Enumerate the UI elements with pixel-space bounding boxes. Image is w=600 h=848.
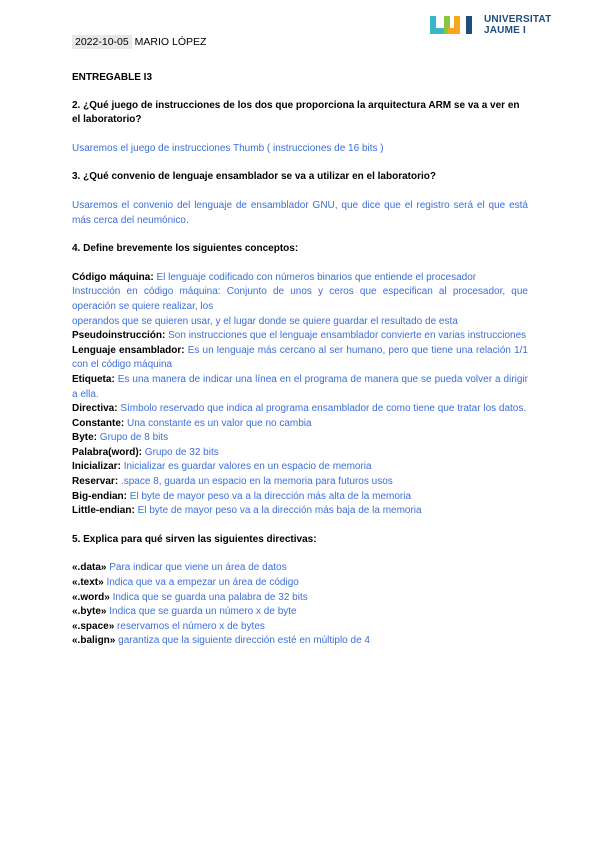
q2-answer: Usaremos el juego de instrucciones Thumb ( instrucciones de 16 bits ) [72, 142, 384, 154]
definition: .space 8, guarda un espacio en la memoria para futuros usos [120, 476, 393, 488]
definition: Indica que se guarda un número x de byte [109, 606, 297, 618]
definition: Grupo de 32 bits [144, 446, 219, 458]
term: «.word» [72, 591, 110, 603]
document-title: ENTREGABLE I3 [72, 72, 153, 83]
definition: reservamos el número x de bytes [117, 620, 265, 632]
q5-question: 5. Explica para qué sirven las siguientes directivas: [72, 533, 317, 545]
term: Palabra(word): [72, 446, 143, 458]
definition: Una constante es un valor que no cambia [127, 417, 312, 429]
definition: garantiza que la siguiente dirección esté en múltiplo de 4 [118, 635, 370, 647]
definition: Símbolo reservado que indica al programa ensamblador de como tiene que tratar los datos. [120, 403, 527, 415]
list-item [72, 490, 528, 505]
term: «.balign» [72, 635, 116, 647]
concept-extra: Instrucción en código máquina: Conjunto de unos y ceros que especifican al procesador, que operación se quiere realizar, los [72, 286, 528, 312]
concept-item: Código máquina: El lenguaje codificado con números binarios que entiende el procesador [72, 271, 477, 283]
list-item [72, 561, 528, 576]
list-item [72, 417, 528, 432]
date: 2022-10-05 [72, 35, 132, 49]
logo-text: UNIVERSITAT JAUME I [484, 14, 552, 36]
directive-list [72, 561, 528, 649]
term: Lenguaje ensamblador: [72, 344, 185, 356]
definition: Son instrucciones que el lenguaje ensamblador convierte en varias instrucciones [168, 330, 527, 342]
term: Inicializar: [72, 461, 121, 473]
list-item [72, 576, 528, 591]
q3-answer: Usaremos el convenio del lenguaje de ensamblador GNU, que dice que el registro será el que está más cerca del neumónico. [72, 199, 528, 226]
term: Directiva: [72, 403, 118, 415]
term: Reservar: [72, 476, 119, 488]
term: Pseudoinstrucción: [72, 330, 166, 342]
list-item [72, 475, 528, 490]
definition: Inicializar es guardar valores en un espacio de memoria [123, 461, 372, 473]
definition: Indica que se guarda una palabra de 32 bits [112, 591, 308, 603]
term: «.data» [72, 562, 107, 574]
definition: Grupo de 8 bits [99, 432, 169, 444]
list-item [72, 431, 528, 446]
list-item [72, 446, 528, 461]
term: Byte: [72, 432, 98, 444]
list-item [72, 460, 528, 475]
term: «.text» [72, 577, 104, 589]
list-item [72, 620, 528, 635]
definition: Indica que va a empezar un área de código [106, 577, 299, 589]
uji-logo-icon [430, 14, 478, 36]
term: Etiqueta: [72, 373, 115, 385]
list-item [72, 402, 528, 417]
list-item [72, 591, 528, 606]
list-item [72, 329, 528, 344]
list-item [72, 373, 528, 402]
term: Constante: [72, 417, 125, 429]
author: MARIO LÓPEZ [134, 36, 207, 48]
q4-question: 4. Define brevemente los siguientes conceptos: [72, 243, 299, 255]
definition: El byte de mayor peso va a la dirección más alta de la memoria [129, 490, 412, 502]
term: «.space» [72, 620, 115, 632]
concept-list [72, 271, 528, 519]
list-item [72, 344, 528, 373]
definition: El byte de mayor peso va a la dirección más baja de la memoria [137, 505, 422, 517]
page-header [72, 36, 206, 48]
term: Little-endian: [72, 505, 135, 517]
definition: Es una manera de indicar una línea en el programa de manera que se pueda volver a dirigir a ella. [72, 373, 528, 400]
university-logo [430, 10, 551, 40]
list-item [72, 634, 528, 649]
definition: Es un lenguaje más cercano al ser humano, pero que tiene una relación 1/1 con el código máquina [72, 344, 528, 371]
term: «.byte» [72, 606, 107, 618]
term: Big-endian: [72, 490, 127, 502]
document-body [72, 71, 528, 649]
q2-question: 2. ¿Qué juego de instrucciones de los dos que proporciona la arquitectura ARM se va a ver en el laboratorio? [72, 99, 520, 126]
q3-question: 3. ¿Qué convenio de lenguaje ensamblador se va a utilizar en el laboratorio? [72, 171, 436, 183]
list-item [72, 504, 528, 519]
definition: Para indicar que viene un área de datos [109, 562, 287, 574]
list-item [72, 605, 528, 620]
concept-extra: operandos que se quieren usar, y el lugar donde se quiere guardar el resultado de esta [72, 315, 458, 327]
